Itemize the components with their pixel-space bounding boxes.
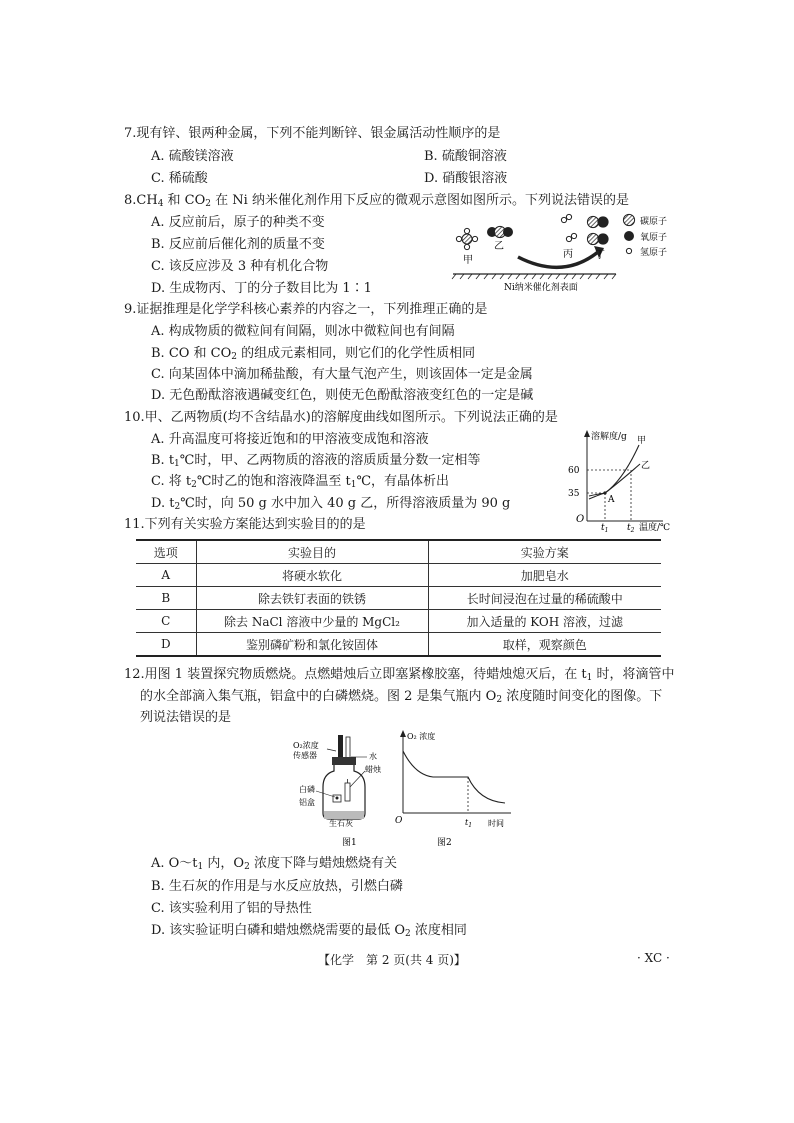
oxygen-legend-icon bbox=[624, 231, 634, 241]
table-cell: 除去 NaCl 溶液中少量的 MgCl₂ bbox=[196, 610, 428, 633]
catalyst-surface-hatch bbox=[452, 274, 616, 279]
q12-option-d: D. 该实验证明白磷和蜡烛燃烧需要的最低 $O_2$ 浓度相同 bbox=[151, 923, 467, 939]
table-cell: 加肥皂水 bbox=[428, 564, 661, 587]
gas-bottle bbox=[323, 765, 365, 819]
q10-option-d: D. $t_2℃$时，向 50 g 水中加入 40 g 乙，所得溶液质量为 90 g bbox=[151, 496, 511, 512]
tick-t1: $t_1$ bbox=[601, 523, 609, 534]
rubber-stopper bbox=[332, 757, 356, 765]
svg-text:时间: 时间 bbox=[488, 819, 504, 828]
h2-molecules bbox=[561, 214, 576, 241]
candle bbox=[345, 783, 350, 801]
svg-text:碳原子: 碳原子 bbox=[640, 217, 668, 227]
svg-text:O: O bbox=[395, 816, 403, 826]
q10-option-b: B. $t_1℃$时，甲、乙两物质的溶液的溶质质量分数一定相等 bbox=[151, 453, 481, 469]
q10-option-a: A. 升高温度可将接近饱和的甲溶液变成饱和溶液 bbox=[151, 432, 429, 447]
co2-molecule bbox=[487, 226, 513, 237]
table-header: 选项 bbox=[136, 540, 196, 564]
page-footer: 【化学 第 2 页(共 4 页)】 bbox=[318, 953, 466, 967]
x-axis-label: 温度/℃ bbox=[639, 523, 671, 533]
question-12-stem-line1: 12.用图 1 装置探究物质燃烧。点燃蜡烛后立即塞紧橡胶塞，待蜡烛熄灭后，在 $t_1$ 时，将滴管中 bbox=[124, 667, 675, 683]
question-7-stem: 7.现有锌、银两种金属，下列不能判断锌、银金属活动性顺序的是 bbox=[124, 126, 501, 141]
question-11-stem: 11.下列有关实验方案能达到实验目的的是 bbox=[124, 517, 366, 532]
experiment-table bbox=[136, 539, 661, 657]
question-12-stem-line2: 的水全部滴入集气瓶，铝盒中的白磷燃烧。图 2 是集气瓶内 $O_2$ 浓度随时间变化的图像。下 bbox=[140, 689, 663, 705]
tick-60: 60 bbox=[568, 466, 580, 476]
table-header-row bbox=[136, 540, 661, 564]
q9-option-d: D. 无色酚酞溶液遇碱变红色，则使无色酚酞溶液变红色的一定是碱 bbox=[151, 388, 534, 403]
co-molecules bbox=[587, 216, 608, 244]
table-cell: B bbox=[136, 587, 196, 610]
svg-text:O₂浓度: O₂浓度 bbox=[293, 741, 319, 750]
svg-text:水: 水 bbox=[369, 752, 377, 761]
jia-curve-label: 甲 bbox=[637, 436, 647, 446]
q12-option-b: B. 生石灰的作用是与水反应放热，引燃白磷 bbox=[151, 879, 403, 894]
q9-option-a: A. 构成物质的微粒间有间隔，则冰中微粒间也有间隔 bbox=[151, 324, 455, 339]
quicklime bbox=[324, 811, 364, 819]
question-8-stem: $8.CH_4$ 和 $CO_2$ 在 Ni 纳米催化剂作用下反应的微观示意图如图所示。下列说法错误的是 bbox=[124, 193, 629, 209]
q7-option-d: D. 硝酸银溶液 bbox=[424, 171, 508, 186]
table-cell: D bbox=[136, 633, 196, 657]
o2-concentration-curve bbox=[403, 751, 505, 803]
table-cell: A bbox=[136, 564, 196, 587]
table-cell: 将硬水软化 bbox=[196, 564, 428, 587]
label-ding: 丁 bbox=[595, 250, 605, 261]
svg-text:白磷: 白磷 bbox=[299, 785, 315, 794]
q7-option-c: C. 稀硫酸 bbox=[151, 171, 208, 186]
svg-text:t1: $t_1$ bbox=[465, 818, 473, 829]
svg-text:铝盒: 铝盒 bbox=[299, 798, 315, 807]
table-cell: 鉴别磷矿粉和氯化铵固体 bbox=[196, 633, 428, 657]
table-cell: 长时间浸泡在过量的稀硫酸中 bbox=[428, 587, 661, 610]
table-row bbox=[136, 633, 661, 657]
q8-option-a: A. 反应前后，原子的种类不变 bbox=[151, 215, 325, 230]
svg-text:传感器: 传感器 bbox=[293, 751, 317, 760]
table-cell: 除去铁钉表面的铁锈 bbox=[196, 587, 428, 610]
question-9-stem: 9.证据推理是化学学科核心素养的内容之一，下列推理正确的是 bbox=[124, 302, 488, 317]
q12-option-c: C. 该实验利用了铝的导热性 bbox=[151, 901, 312, 916]
reaction-diagram bbox=[448, 208, 688, 294]
tick-35: 35 bbox=[568, 489, 580, 499]
q8-option-d: D. 生成物丙、丁的分子数目比为 1∶1 bbox=[151, 281, 372, 296]
q8-option-b: B. 反应前后催化剂的质量不变 bbox=[151, 237, 325, 252]
q9-option-c: C. 向某固体中滴加稀盐酸，有大量气泡产生，则该固体一定是金属 bbox=[151, 367, 533, 382]
carbon-legend-icon bbox=[623, 214, 634, 225]
question-10-stem: 10.甲、乙两物质(均不含结晶水)的溶解度曲线如图所示。下列说法正确的是 bbox=[124, 410, 558, 425]
table-row bbox=[136, 587, 661, 610]
svg-text:O₂ 浓度: O₂ 浓度 bbox=[407, 732, 436, 741]
q8-option-c: C. 该反应涉及 3 种有机化合物 bbox=[151, 259, 329, 274]
figure-2-o2-graph bbox=[393, 727, 518, 849]
question-12-stem-line3: 列说法错误的是 bbox=[140, 710, 232, 725]
table-row bbox=[136, 564, 661, 587]
hydrogen-legend-icon bbox=[626, 248, 631, 253]
svg-text:生石灰: 生石灰 bbox=[329, 819, 353, 828]
table-header: 实验方案 bbox=[428, 540, 661, 564]
catalyst-surface-label: Ni纳米催化剂表面 bbox=[504, 283, 578, 293]
sensor-probe bbox=[338, 735, 343, 757]
figure-1-caption: 图1 bbox=[342, 838, 357, 848]
q7-option-b: B. 硫酸铜溶液 bbox=[424, 149, 507, 164]
figure-1-apparatus bbox=[287, 727, 387, 849]
yi-curve bbox=[589, 464, 640, 496]
table-row bbox=[136, 610, 661, 633]
table-header: 实验目的 bbox=[196, 540, 428, 564]
svg-text:氧原子: 氧原子 bbox=[640, 233, 668, 243]
label-bing: 丙 bbox=[563, 249, 573, 260]
label-jia: 甲 bbox=[463, 255, 473, 266]
q10-option-c: C. 将 $t_2℃$时乙的饱和溶液降温至 $t_1℃$，有晶体析出 bbox=[151, 474, 450, 490]
reaction-arrow bbox=[518, 252, 598, 267]
y-axis-label: 溶解度/g bbox=[591, 432, 627, 442]
svg-text:氢原子: 氢原子 bbox=[640, 248, 668, 258]
q9-option-b: B. CO 和 $CO_2$ 的组成元素相同，则它们的化学性质相同 bbox=[151, 346, 476, 362]
table-cell: 加入适量的 KOH 溶液，过滤 bbox=[428, 610, 661, 633]
point-a-label: A bbox=[608, 495, 615, 505]
svg-text:蜡烛: 蜡烛 bbox=[365, 765, 381, 774]
q7-option-a: A. 硫酸镁溶液 bbox=[151, 149, 234, 164]
table-cell: 取样，观察颜色 bbox=[428, 633, 661, 657]
table-cell: C bbox=[136, 610, 196, 633]
figure-2-caption: 图2 bbox=[437, 838, 452, 848]
origin-label: O bbox=[576, 514, 585, 525]
solubility-chart bbox=[565, 428, 685, 534]
ch4-molecule bbox=[456, 228, 477, 249]
exam-code: · XC · bbox=[637, 951, 670, 965]
label-yi: 乙 bbox=[494, 241, 504, 252]
q12-option-a: A. $O\sim t_1$ 内，$O_2$ 浓度下降与蜡烛燃烧有关 bbox=[151, 856, 397, 872]
yi-curve-label: 乙 bbox=[641, 461, 651, 471]
point-a bbox=[603, 491, 606, 494]
tick-t2: $t_2$ bbox=[627, 523, 635, 534]
